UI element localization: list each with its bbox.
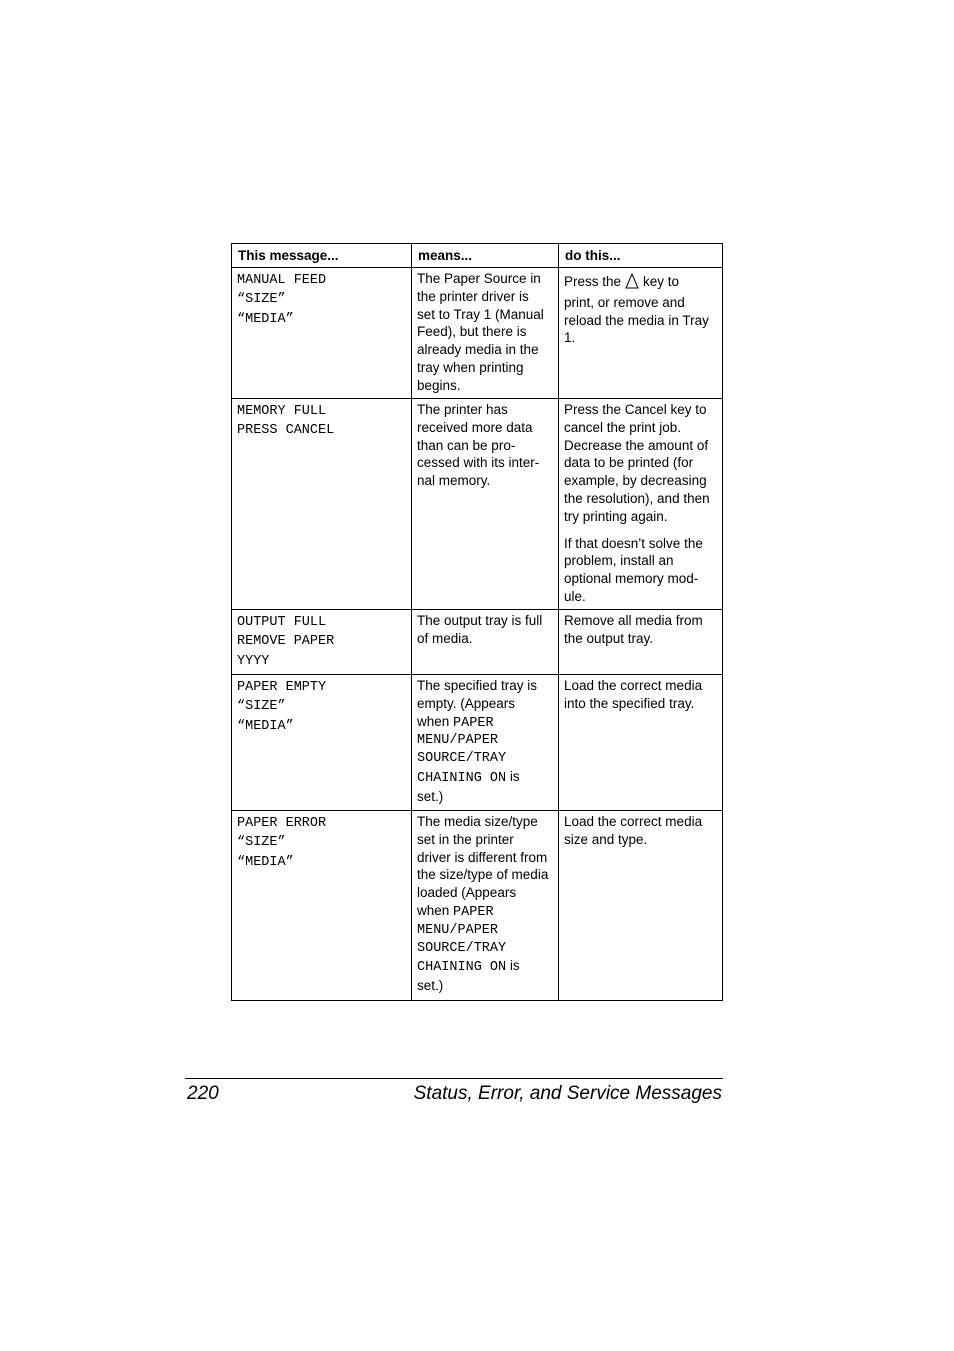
message-line: “MEDIA” <box>237 854 294 870</box>
message-line: PAPER ERROR <box>237 815 327 831</box>
do-this-paragraph <box>564 401 717 526</box>
means-cell <box>412 268 559 399</box>
table-row <box>232 609 723 674</box>
means-line: The media size/type <box>417 813 538 829</box>
means-line <box>417 713 553 733</box>
means-line: set to Tray 1 (Manual <box>417 306 544 322</box>
message-line: “MEDIA” <box>237 718 294 734</box>
do-this-line: 1. <box>564 330 576 346</box>
means-line: The output tray is full <box>417 612 543 628</box>
means-line: Feed), but there is <box>417 324 527 340</box>
do-this-cell <box>559 399 723 610</box>
do-this-line: Press the Cancel key to <box>564 402 707 417</box>
message-line: “SIZE” <box>237 835 286 851</box>
do-this-line: problem, install an <box>564 553 674 569</box>
do-this-line: cancel the print job. <box>564 419 682 435</box>
table-row <box>232 810 723 1000</box>
table-row <box>232 674 723 810</box>
means-cell <box>412 609 559 674</box>
means-line: received more data <box>417 419 533 435</box>
means-line: begins. <box>417 377 461 393</box>
means-line: set.) <box>417 788 444 804</box>
means-text: is <box>509 768 520 784</box>
means-line: The Paper Source in <box>417 271 541 286</box>
means-line: empty. (Appears <box>417 695 516 711</box>
page-number: 220 <box>187 1083 219 1104</box>
means-line: than can be pro- <box>417 437 516 453</box>
do-this-line: the resolution), and then <box>564 490 710 506</box>
message-cell <box>232 399 412 610</box>
means-line: tray when printing <box>417 359 524 375</box>
means-line: the size/type of media <box>417 867 549 883</box>
do-this-line: If that doesn’t solve the <box>564 535 703 551</box>
header-means: means... <box>412 244 559 268</box>
do-this-paragraph <box>564 535 717 606</box>
means-line <box>417 902 553 922</box>
do-this-line: Load the correct media <box>564 813 703 829</box>
table-row <box>232 268 723 399</box>
means-line: of media. <box>417 630 473 646</box>
header-do-this: do this... <box>559 244 723 268</box>
means-cell <box>412 399 559 610</box>
means-text: when <box>417 902 450 918</box>
message-cell <box>232 810 412 1000</box>
means-line: already media in the <box>417 342 539 358</box>
means-text: is <box>509 958 520 974</box>
means-line: The printer has <box>417 402 508 417</box>
do-this-cell <box>559 810 723 1000</box>
do-this-line: Remove all media from <box>564 612 703 628</box>
menu-path-text: PAPER <box>453 715 494 731</box>
do-this-text: Press the <box>564 274 622 289</box>
table-header-row <box>232 244 723 268</box>
menu-path-text: PAPER <box>453 904 494 920</box>
message-line: MANUAL FEED <box>237 273 327 288</box>
means-line <box>417 957 553 977</box>
footer-divider <box>185 1078 723 1079</box>
means-cell <box>412 810 559 1000</box>
table-row <box>232 399 723 610</box>
do-this-line: optional memory mod- <box>564 571 699 587</box>
message-table <box>231 243 723 1001</box>
do-this-line: size and type. <box>564 831 648 847</box>
do-this-line: Decrease the amount of <box>564 437 709 453</box>
means-line: loaded (Appears <box>417 885 517 901</box>
do-this-line: print, or remove and <box>564 294 685 310</box>
do-this-cell <box>559 609 723 674</box>
means-line: set.) <box>417 978 444 994</box>
do-this-text: key to <box>643 274 680 289</box>
message-line: YYYY <box>237 653 270 669</box>
do-this-line: reload the media in Tray <box>564 312 709 328</box>
message-line: MEMORY FULL <box>237 404 327 419</box>
triangle-up-icon <box>625 273 639 294</box>
do-this-line: ule. <box>564 588 586 604</box>
do-this-line: try printing again. <box>564 508 668 524</box>
means-line: cessed with its inter- <box>417 455 540 471</box>
section-title: Status, Error, and Service Messages <box>413 1083 722 1104</box>
do-this-line: Load the correct media <box>564 677 703 693</box>
means-line: nal memory. <box>417 473 491 489</box>
menu-path-text: MENU/PAPER <box>417 733 499 749</box>
do-this-line: example, by decreasing <box>564 473 707 489</box>
menu-path-text: CHAINING ON <box>417 960 507 976</box>
means-line: The specified tray is <box>417 677 538 693</box>
do-this-cell <box>559 268 723 399</box>
means-line <box>417 768 553 788</box>
message-line: “MEDIA” <box>237 311 294 327</box>
menu-path-text: SOURCE/TRAY <box>417 751 507 767</box>
message-cell <box>232 674 412 810</box>
do-this-line: into the specified tray. <box>564 695 695 711</box>
message-cell <box>232 268 412 399</box>
means-line: the printer driver is <box>417 288 529 304</box>
means-text: when <box>417 713 450 729</box>
means-line: driver is different from <box>417 849 548 865</box>
menu-path-text: MENU/PAPER <box>417 922 499 938</box>
do-this-line: data to be printed (for <box>564 455 694 471</box>
message-line: “SIZE” <box>237 292 286 308</box>
do-this-line <box>564 273 717 294</box>
message-line: PRESS CANCEL <box>237 423 335 439</box>
message-cell <box>232 609 412 674</box>
do-this-line: the output tray. <box>564 630 654 646</box>
message-line: “SIZE” <box>237 699 286 715</box>
menu-path-text: SOURCE/TRAY <box>417 940 507 956</box>
menu-path-text: CHAINING ON <box>417 770 507 786</box>
do-this-cell <box>559 674 723 810</box>
header-message: This message... <box>232 244 412 268</box>
message-line: REMOVE PAPER <box>237 634 335 650</box>
message-line: OUTPUT FULL <box>237 614 327 630</box>
message-line: PAPER EMPTY <box>237 679 327 695</box>
means-cell <box>412 674 559 810</box>
means-line: set in the printer <box>417 831 514 847</box>
